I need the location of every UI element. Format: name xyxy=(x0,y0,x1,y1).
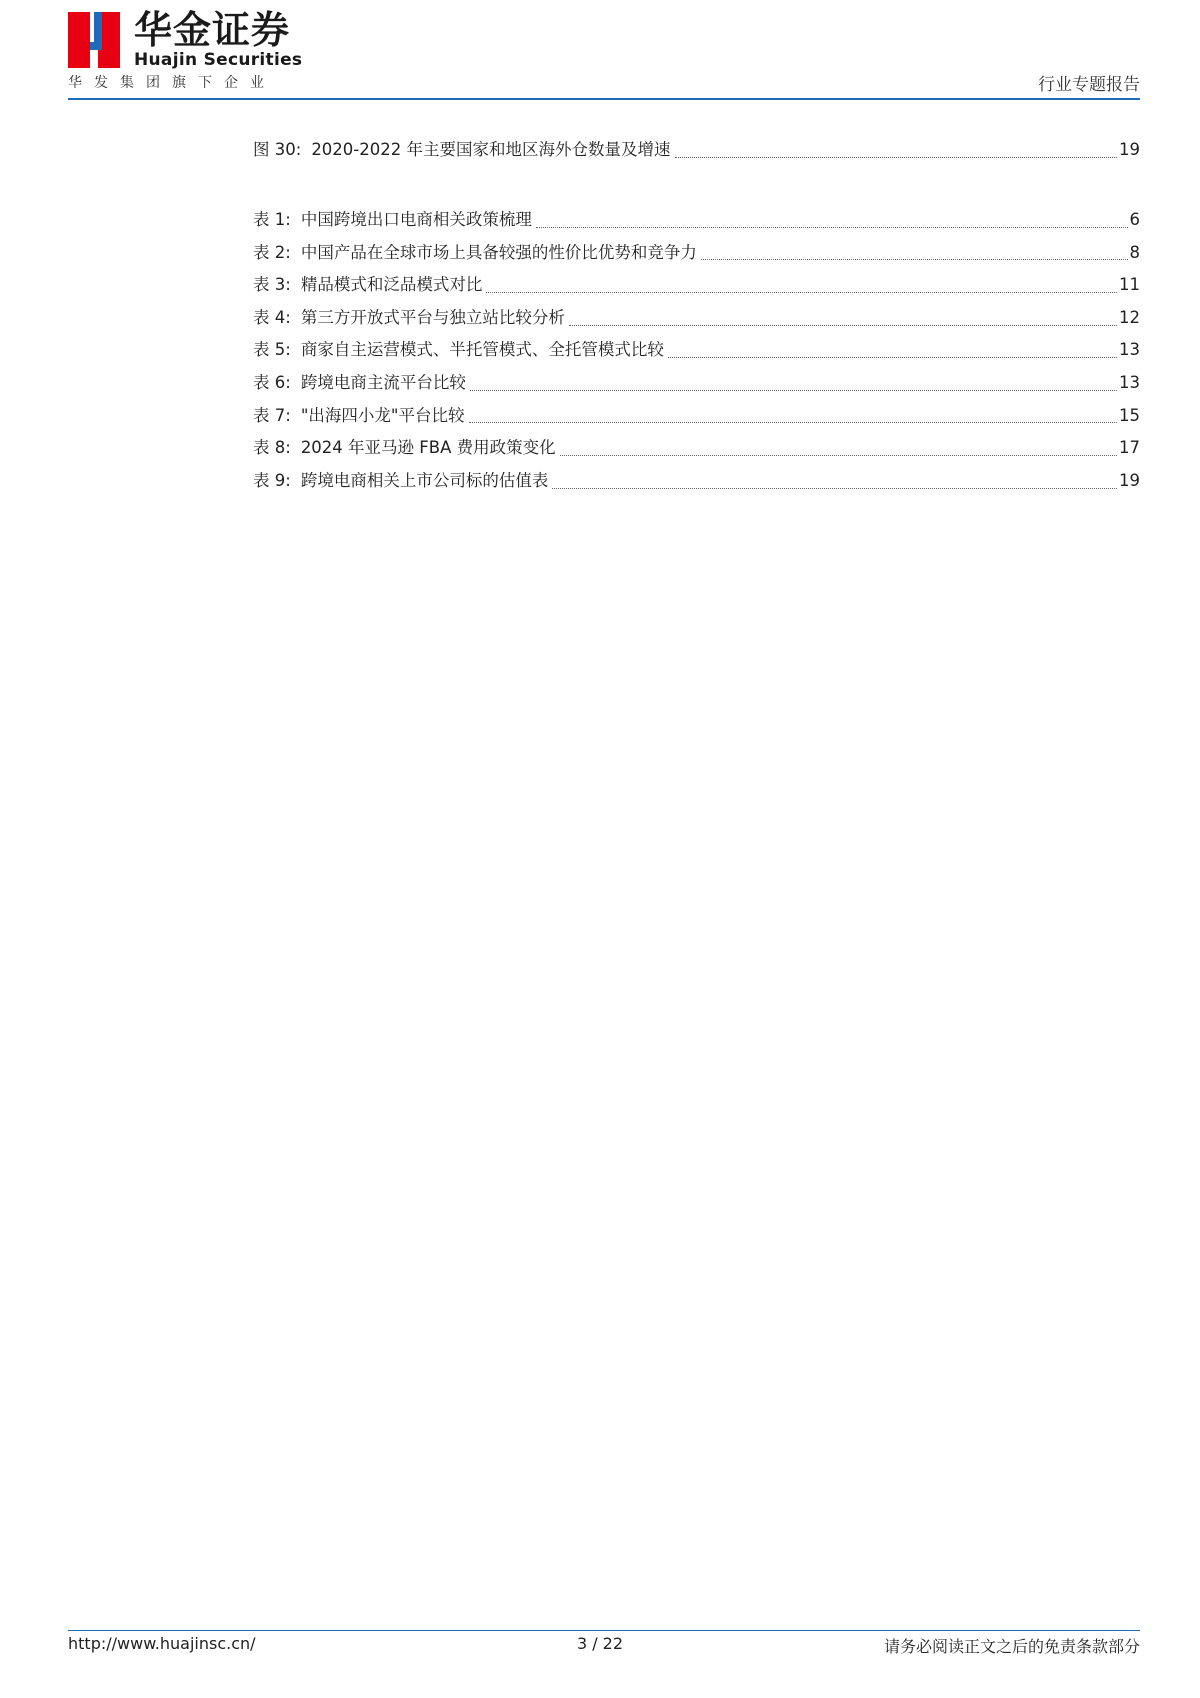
dot-leader xyxy=(469,422,1118,423)
entry-title: 跨境电商主流平台比较 xyxy=(300,372,466,392)
toc-entry-table-5[interactable] xyxy=(253,336,1140,369)
entry-label: 表 1: xyxy=(253,210,291,229)
toc-entry-table-3[interactable] xyxy=(253,271,1140,304)
dot-leader xyxy=(560,455,1117,456)
dot-leader xyxy=(701,259,1128,260)
toc-entry-table-1[interactable] xyxy=(253,206,1140,239)
entry-title: 第三方开放式平台与独立站比较分析 xyxy=(300,307,565,327)
entry-label: 表 5: xyxy=(253,340,291,360)
entry-title: 2020-2022 年主要国家和地区海外仓数量及增速 xyxy=(311,140,671,159)
toc-entry-table-7[interactable] xyxy=(253,402,1140,435)
report-type: 行业专题报告 xyxy=(1038,75,1140,95)
toc-entry-figure-30[interactable] xyxy=(253,136,1140,169)
entry-page: 19 xyxy=(1119,140,1140,159)
entry-label: 表 7: xyxy=(253,405,291,425)
footer-website-link[interactable]: http://www.huajinsc.cn/ xyxy=(68,1634,256,1653)
disclaimer-note: 请务必阅读正文之后的免责条款部分 xyxy=(883,1637,1140,1656)
entry-page: 17 xyxy=(1119,438,1140,458)
group-tagline: 华发集团旗下企业 xyxy=(68,75,276,91)
toc-entry-table-4[interactable] xyxy=(253,304,1140,337)
entry-title: 中国跨境出口电商相关政策梳理 xyxy=(300,210,532,229)
dot-leader xyxy=(486,292,1117,293)
entry-label: 表 8: xyxy=(253,438,291,458)
dot-leader xyxy=(675,157,1118,158)
toc-entry-table-2[interactable] xyxy=(253,239,1140,272)
table-list xyxy=(253,206,1140,499)
entry-label: 图 30: xyxy=(253,140,302,159)
dot-leader xyxy=(668,357,1117,358)
entry-page: 13 xyxy=(1119,372,1140,392)
entry-title: 中国产品在全球市场上具备较强的性价比优势和竞争力 xyxy=(300,242,697,262)
dot-leader xyxy=(552,488,1117,489)
entry-title: 精品模式和泛品模式对比 xyxy=(300,275,483,295)
entry-label: 表 3: xyxy=(253,275,291,295)
dot-leader xyxy=(536,227,1128,228)
logo-english-text: Huajin Securities xyxy=(134,50,303,70)
entry-page: 13 xyxy=(1119,340,1140,360)
toc-entry-table-8[interactable] xyxy=(253,434,1140,467)
entry-title: 2024 年亚马逊 FBA 费用政策变化 xyxy=(300,438,556,458)
toc-entry-table-9[interactable] xyxy=(253,467,1140,500)
logo-chinese-text: 华金证券 xyxy=(134,8,291,52)
entry-label: 表 9: xyxy=(253,470,291,490)
entry-page: 6 xyxy=(1129,210,1140,229)
huajin-logo-icon xyxy=(68,12,120,68)
entry-title: 商家自主运营模式、半托管模式、全托管模式比较 xyxy=(300,340,664,360)
header-divider xyxy=(68,98,1140,100)
entry-page: 8 xyxy=(1129,242,1140,262)
entry-page: 19 xyxy=(1119,470,1140,490)
dot-leader xyxy=(470,390,1117,391)
entry-title: 跨境电商相关上市公司标的估值表 xyxy=(300,470,549,490)
dot-leader xyxy=(569,325,1117,326)
page-number: 3 / 22 xyxy=(576,1634,624,1653)
footer-divider xyxy=(68,1630,1140,1631)
entry-page: 11 xyxy=(1119,275,1140,295)
entry-label: 表 4: xyxy=(253,307,291,327)
entry-label: 表 6: xyxy=(253,372,291,392)
toc-entry-table-6[interactable] xyxy=(253,369,1140,402)
entry-title: "出海四小龙"平台比较 xyxy=(300,405,465,425)
page-header xyxy=(68,8,1140,100)
figure-list xyxy=(253,136,1140,169)
entry-page: 15 xyxy=(1119,405,1140,425)
entry-label: 表 2: xyxy=(253,242,291,262)
entry-page: 12 xyxy=(1119,307,1140,327)
